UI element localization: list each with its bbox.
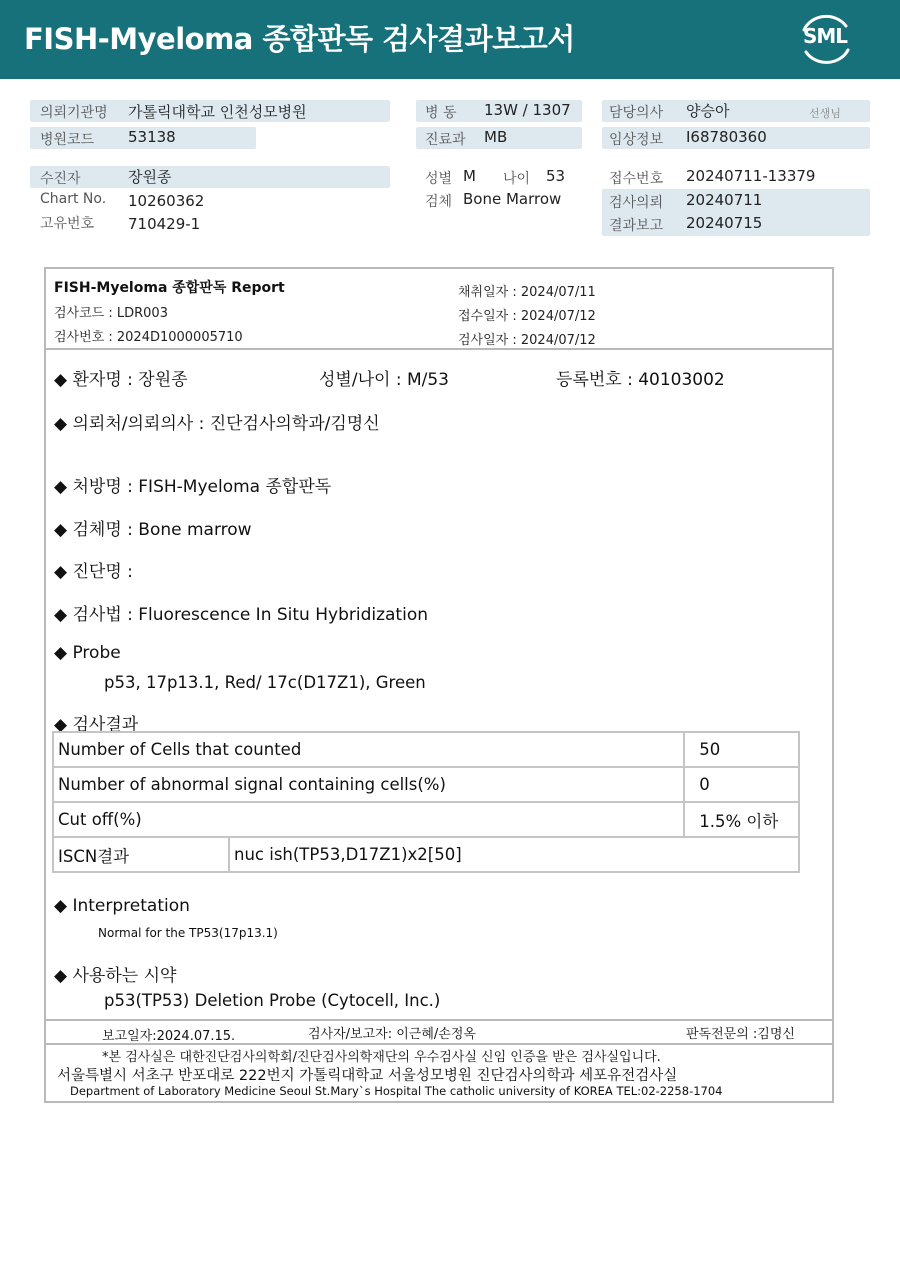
institution-value: 가톨릭대학교 인천성모병원	[128, 103, 307, 121]
sex-age-line: 성별/나이 : M/53	[319, 370, 449, 390]
unique-no-value: 710429-1	[128, 215, 201, 233]
institution-label: 의뢰기관명	[40, 105, 108, 121]
logo-text: SML	[802, 24, 848, 48]
result-table	[52, 731, 800, 873]
report-meta	[46, 269, 832, 350]
result-value-cell: 50	[684, 732, 799, 767]
patient-row-bg	[30, 166, 390, 188]
table-row	[53, 802, 799, 837]
specimen-label: 검체	[425, 194, 453, 210]
receipt-no-label: 접수번호	[609, 171, 664, 187]
specimen-line: ◆ 검체명 : Bone marrow	[54, 520, 252, 540]
chart-no-value: 10260362	[128, 192, 205, 210]
table-row	[53, 767, 799, 802]
footer-divider	[46, 1019, 832, 1021]
sex-label: 성별	[425, 171, 453, 187]
result-label-cell: Cut off(%)	[53, 802, 684, 837]
interpretation-heading: ◆ Interpretation	[54, 896, 190, 916]
tested-date: 검사일자 : 2024/07/12	[458, 333, 596, 348]
age-value: 53	[546, 167, 566, 185]
reagent-heading: ◆ 사용하는 시약	[54, 966, 177, 986]
department-english: Department of Laboratory Medicine Seoul St.Mary`s Hospital The catholic university of KOREA TEL:02-2258-1704	[70, 1084, 723, 1098]
iscn-label-cell: ISCN결과	[53, 837, 229, 872]
reagent-text: p53(TP53) Deletion Probe (Cytocell, Inc.)	[104, 991, 441, 1010]
iscn-value-cell: nuc ish(TP53,D17Z1)x2[50]	[229, 837, 799, 872]
reading-doctor: 판독전문의 :김명신	[686, 1027, 795, 1042]
method-line: ◆ 검사법 : Fluorescence In Situ Hybridization	[54, 605, 428, 625]
tester: 검사자/보고자: 이근혜/손정옥	[308, 1027, 476, 1042]
test-number: 검사번호 : 2024D1000005710	[54, 330, 243, 345]
page-title: FISH-Myeloma 종합판독 검사결과보고서	[24, 22, 575, 56]
sml-logo	[796, 12, 854, 66]
request-value: 20240711	[686, 191, 763, 209]
sex-value: M	[463, 167, 476, 185]
ward-label: 병 동	[425, 105, 457, 121]
request-label: 검사의뢰	[609, 195, 664, 211]
result-label-cell: Number of Cells that counted	[53, 732, 684, 767]
doctor-value: 양승아	[686, 102, 730, 120]
patient-name-line: ◆ 환자명 : 장원종	[54, 370, 188, 390]
unique-no-label: 고유번호	[40, 216, 95, 232]
interpretation-text: Normal for the TP53(17p13.1)	[98, 926, 278, 940]
registration-number: 등록번호 : 40103002	[556, 370, 725, 390]
probe-text: p53, 17p13.1, Red/ 17c(D17Z1), Green	[104, 673, 426, 692]
doctor-label: 담당의사	[609, 105, 664, 121]
referrer-line: ◆ 의뢰처/의뢰의사 : 진단검사의학과/김명신	[54, 414, 380, 434]
patient-label: 수진자	[40, 171, 81, 187]
report-date: 보고일자:2024.07.15.	[102, 1029, 236, 1044]
probe-heading: ◆ Probe	[54, 643, 121, 663]
department-value: MB	[484, 128, 508, 146]
report-header-bar	[0, 0, 900, 79]
table-row	[53, 732, 799, 767]
age-label: 나이	[503, 171, 531, 187]
clinical-label: 임상정보	[609, 132, 664, 148]
hospital-code-value: 53138	[128, 128, 176, 146]
chart-no-label: Chart No.	[40, 191, 107, 207]
result-value-cell: 0	[684, 767, 799, 802]
hospital-code-label: 병원코드	[40, 132, 95, 148]
clinical-value: I68780360	[686, 128, 767, 146]
result-date-value: 20240715	[686, 214, 763, 232]
table-row	[53, 837, 799, 872]
result-value-cell: 1.5% 이하	[684, 802, 799, 837]
collected-date: 채취일자 : 2024/07/11	[458, 285, 596, 300]
prescription-line: ◆ 처방명 : FISH-Myeloma 종합판독	[54, 477, 332, 497]
footer-divider	[46, 1043, 832, 1045]
lab-address: 서울특별시 서초구 반포대로 222번지 가톨릭대학교 서울성모병원 진단검사의학과 세포유전검사실	[57, 1068, 678, 1084]
result-date-label: 결과보고	[609, 218, 664, 234]
report-title: FISH-Myeloma 종합판독 Report	[54, 280, 285, 296]
doctor-suffix: 선생님	[809, 107, 841, 120]
result-label-cell: Number of abnormal signal containing cells(%)	[53, 767, 684, 802]
certification-note: *본 검사실은 대한진단검사의학회/진단검사의학재단의 우수검사실 신임 인증을 받은 검사실입니다.	[102, 1050, 661, 1065]
patient-value: 장원종	[128, 168, 172, 186]
received-date: 접수일자 : 2024/07/12	[458, 309, 596, 324]
department-label: 진료과	[425, 132, 466, 148]
fish-report	[44, 267, 834, 1103]
ward-value: 13W / 1307	[484, 101, 571, 119]
diagnosis-line: ◆ 진단명 :	[54, 562, 133, 582]
result-heading: ◆ 검사결과	[54, 715, 139, 735]
test-code: 검사코드 : LDR003	[54, 306, 168, 321]
specimen-value: Bone Marrow	[463, 190, 562, 208]
receipt-no-value: 20240711-13379	[686, 167, 816, 185]
